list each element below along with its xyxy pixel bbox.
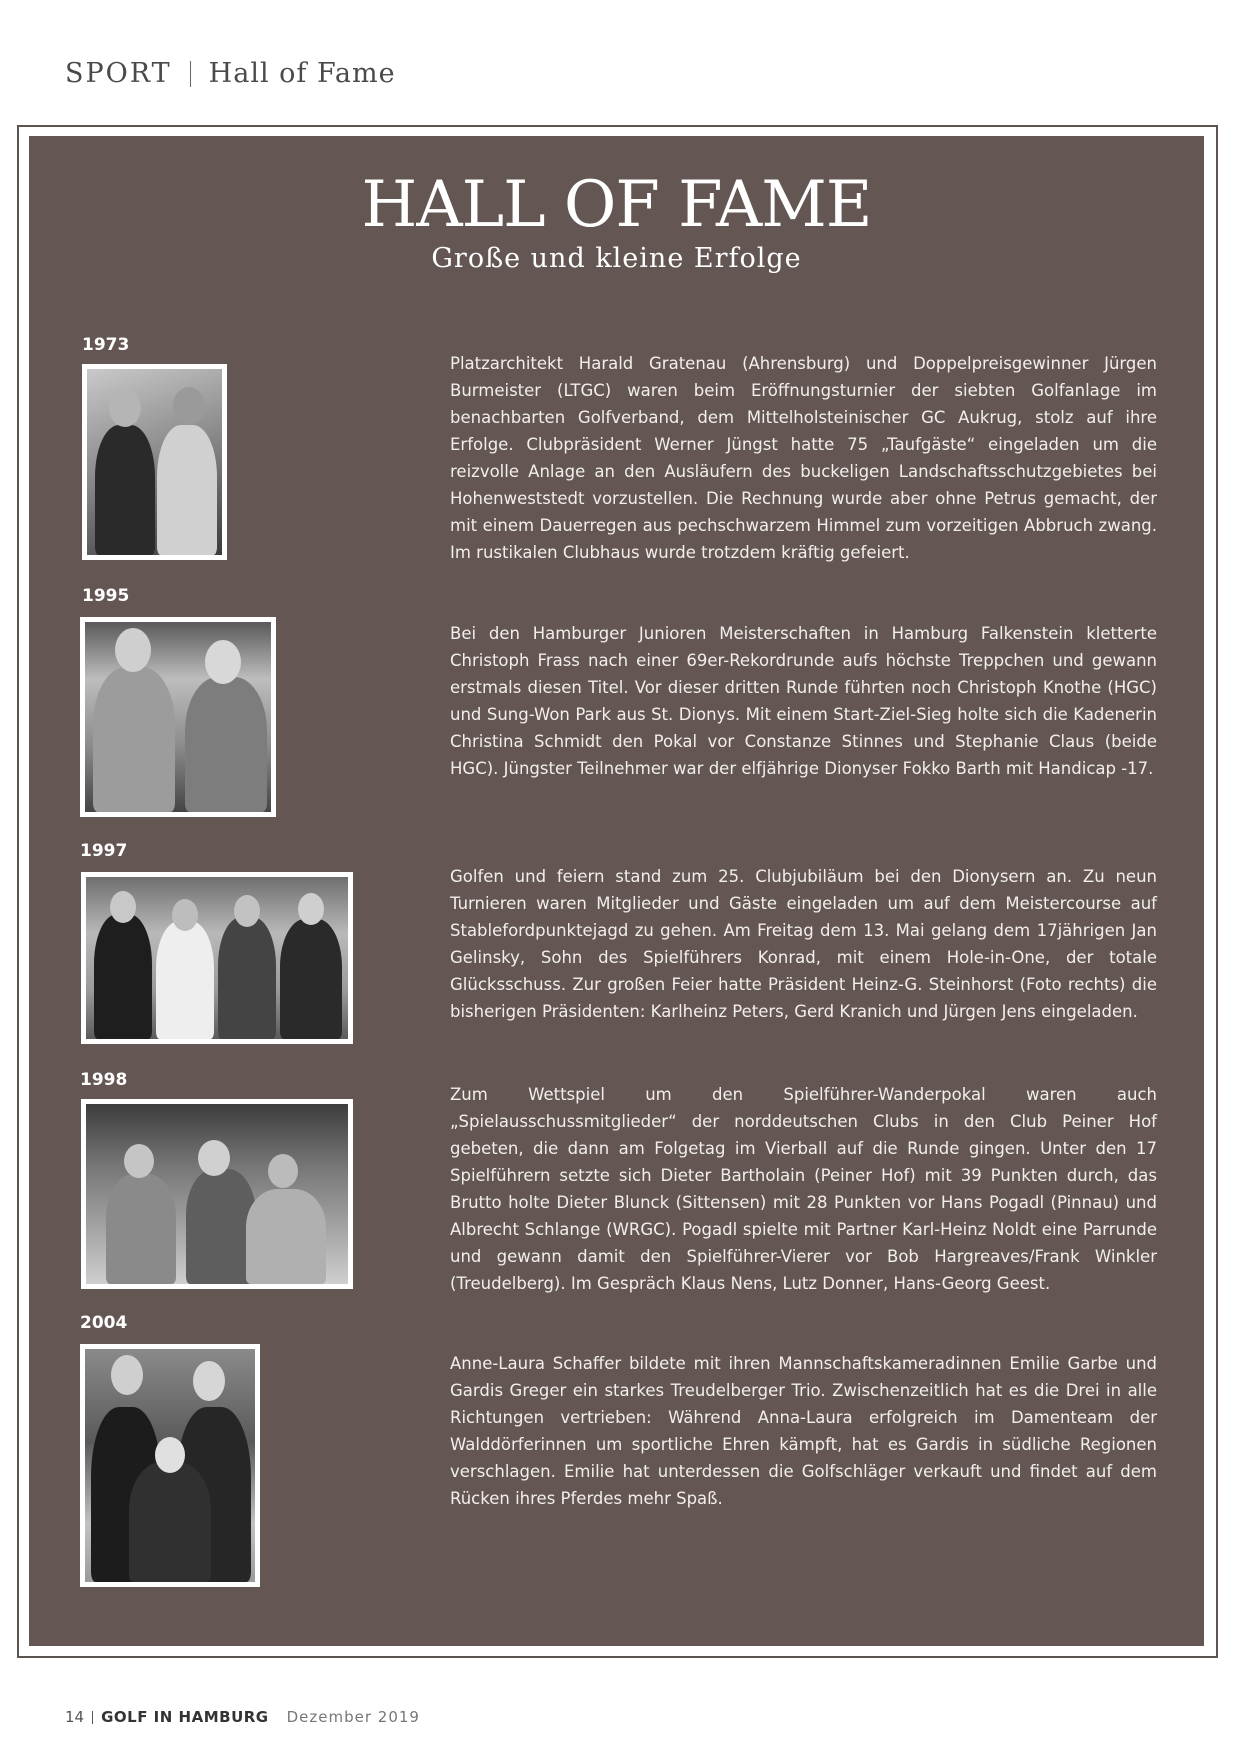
entry-text: Golfen und feiern stand zum 25. Clubjubiläum bei den Dionysern an. Zu neun Turnieren waren Mitglieder und Gäste eingeladen um auf dem Meistercourse auf Stablefordpunktejagd zu gehen. Am Freitag dem 13. Mai gelang dem 17jährigen Jan Gelinsky, Sohn des Spielführers Konrad, mit einem Hole-in-One, der totale Glücksschuss. Zur großen Feier hatte Präsident Heinz-G. Steinhorst (Foto rechts) die bisherigen Präsidenten: Karlheinz Peters, Gerd Kranich und Jürgen Jens eingeladen. <box>450 867 1157 1021</box>
entry-year: 1973 <box>82 335 130 355</box>
magazine-name: GOLF IN HAMBURG <box>101 1708 269 1726</box>
section-label: SPORT <box>65 58 172 89</box>
photo-image <box>86 877 348 1039</box>
entry-photo <box>81 1099 353 1289</box>
entry-text: Bei den Hamburger Junioren Meisterschaften in Hamburg Falkenstein kletterte Christoph Frass nach einer 69er-Rekordrunde aufs höchste Treppchen und gewann erstmals diesen Titel. Vor dieser dritten Runde führten noch Christoph Knothe (HGC) und Sung-Won Park aus St. Dionys. Mit einem Start-Ziel-Sieg holte sich die Kadenerin Christina Schmidt den Pokal vor Constanze Stinnes und Stephanie Claus (beide HGC). Jüngster Teilnehmer war der elfjährige Dionyser Fokko Barth mit Handicap -17. <box>450 624 1157 778</box>
photo-image <box>85 1349 255 1582</box>
subsection-label: Hall of Fame <box>208 58 396 89</box>
photo-image <box>85 622 271 812</box>
entry-year: 1998 <box>80 1070 128 1090</box>
entry-year: 1997 <box>80 841 128 861</box>
entry-photo <box>82 364 227 560</box>
article-subtitle: Große und kleine Erfolge <box>431 243 802 274</box>
photo-image <box>87 369 222 555</box>
issue-date: Dezember 2019 <box>286 1708 420 1726</box>
entry-photo <box>80 1344 260 1587</box>
page-footer <box>65 1708 420 1726</box>
header-divider <box>190 61 191 87</box>
entry-year: 1995 <box>82 586 130 606</box>
entry-text: Zum Wettspiel um den Spielführer-Wanderpokal waren auch „Spielausschussmitglieder“ der norddeutschen Clubs in den Club Peiner Hof gebeten, die dann am Folgetag im Vierball auf die Runde gingen. Unter den 17 Spielführern setzte sich Dieter Bartholain (Peiner Hof) mit 39 Punkten durch, das Brutto holte Dieter Blunck (Sittensen) mit 28 Punkten vor Hans Pogadl (Pinnau) und Albrecht Schlange (WRGC). Pogadl spielte mit Partner Karl-Heinz Noldt eine Parrunde und gewann damit den Spielführer-Vierer vor Bob Hargreaves/Frank Winkler (Treudelberg). Im Gespräch Klaus Nens, Lutz Donner, Hans-Georg Geest. <box>450 1085 1157 1293</box>
photo-image <box>86 1104 348 1284</box>
footer-divider <box>92 1711 93 1724</box>
entry-photo <box>80 617 276 817</box>
article-title: HALL OF FAME <box>361 168 872 242</box>
section-header <box>65 58 396 89</box>
page-number: 14 <box>65 1708 85 1726</box>
entry-text: Platzarchitekt Harald Gratenau (Ahrensburg) und Doppelpreisgewinner Jürgen Burmeister (LTGC) waren beim Eröffnungsturnier der siebten Golfanlage im benachbarten Golfverband, dem Mittelholsteinischer GC Aukrug, stolz auf ihre Erfolge. Clubpräsident Werner Jüngst hatte 75 „Taufgäste“ eingeladen um die reizvolle Anlage an den Ausläufern des buckeligen Landschaftsschutzgebietes bei Hohenweststedt vorzustellen. Die Rechnung wurde aber ohne Petrus gemacht, der mit einem Dauerregen aus pechschwarzem Himmel zum vorzeitigen Abbruch zwang. Im rustikalen Clubhaus wurde trotzdem kräftig gefeiert. <box>450 354 1157 562</box>
entry-photo <box>81 872 353 1044</box>
entry-text: Anne-Laura Schaffer bildete mit ihren Mannschaftskameradinnen Emilie Garbe und Gardis Greger ein starkes Treudelberger Trio. Zwischenzeitlich hat es die Drei in alle Richtungen vertrieben: Während Anna-Laura erfolgreich im Damenteam der Walddörferinnen um sportliche Ehren kämpft, hat es Gardis in südliche Regionen verschlagen. Emilie hat unterdessen die Golfschläger verkauft und findet auf dem Rücken ihres Pferdes mehr Spaß. <box>450 1354 1157 1508</box>
entry-year: 2004 <box>80 1313 128 1333</box>
